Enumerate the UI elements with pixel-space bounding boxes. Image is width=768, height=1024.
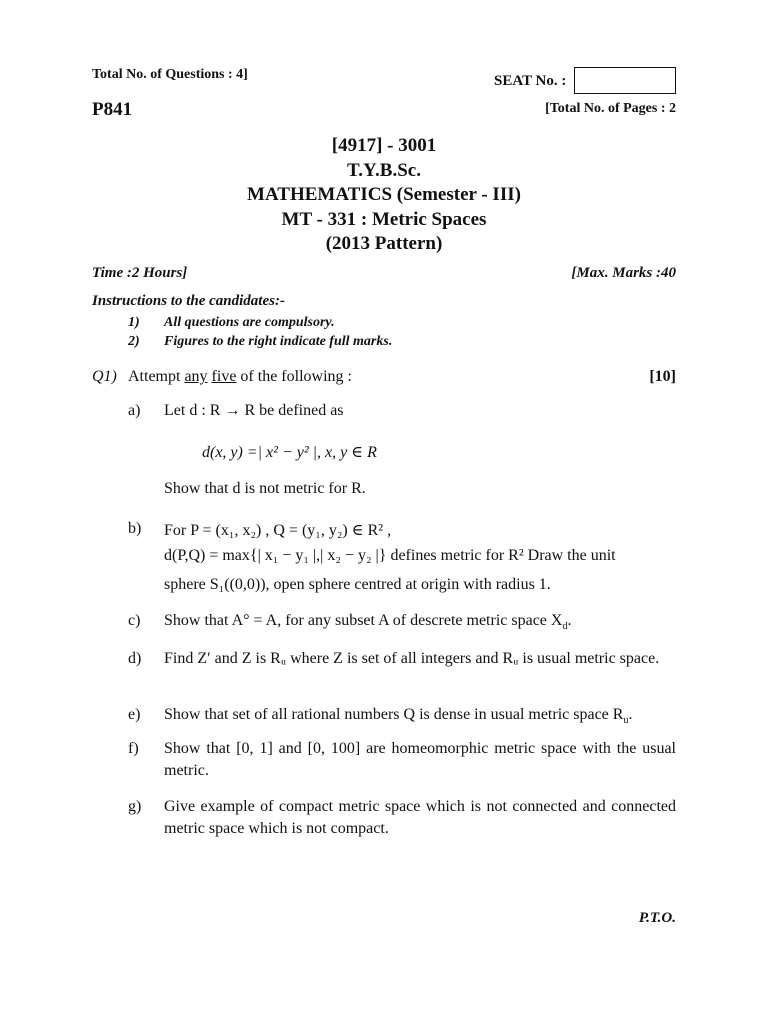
q1f-text: Show that [0, 1] and [0, 100] are homeomorphic metric space with the usual metric. [164, 740, 676, 779]
q1b-line1: For P = (x₁, x₂) , Q = (y₁, y₂) ∈ R² , [164, 522, 392, 539]
q1-text-pre: Attempt [128, 368, 185, 385]
paper-name: MT - 331 : Metric Spaces [281, 209, 487, 230]
seat-no-box[interactable] [574, 67, 676, 94]
q1-instruction [128, 368, 352, 386]
q1g-label: g) [128, 798, 142, 815]
pto: P.T.O. [638, 910, 676, 926]
q1a-formula: d(x, y) =| x² − y² |, x, y ∈ R [202, 444, 377, 461]
q1-text-post: of the following : [236, 368, 352, 385]
q1b-label: b) [128, 520, 142, 537]
q1c-end: . [567, 612, 572, 629]
total-questions: Total No. of Questions : 4] [92, 67, 248, 82]
subject-name: MATHEMATICS (Semester - III) [247, 184, 521, 205]
q1d-text: Find Z′ and Z is Rᵤ where Z is set of all integers and Rᵤ is usual metric space. [164, 650, 660, 667]
q1c-subscript: d [562, 621, 568, 633]
pattern: (2013 Pattern) [325, 233, 443, 254]
q1d-label: d) [128, 650, 142, 667]
instruction-text: All questions are compulsory. [164, 315, 335, 330]
q1b-line2: d(P,Q) = max{| x₁ − y₁ |,| x₂ − y₂ |} defines metric for R² Draw the unit [164, 547, 616, 564]
q1c-label: c) [128, 612, 141, 629]
total-pages: [Total No. of Pages : 2 [545, 101, 676, 116]
q1-text-five: five [211, 368, 237, 385]
instruction-num: 1) [128, 315, 140, 330]
q1e-label: e) [128, 706, 141, 723]
q1-text-any: any [184, 368, 208, 385]
q1c-body: Show that A° = A, for any subset A of descrete metric space X [164, 612, 563, 629]
q1-marks: [10] [649, 368, 676, 385]
q1e-text [164, 706, 633, 727]
instructions-heading: Instructions to the candidates:- [92, 293, 285, 309]
q1e-body: Show that set of all rational numbers Q is dense in usual metric space R [164, 706, 624, 723]
paper-code: P841 [92, 99, 133, 120]
exam-code: [4917] - 3001 [331, 135, 437, 156]
instruction-num: 2) [128, 334, 140, 349]
course-name: T.Y.B.Sc. [347, 160, 421, 181]
q1e-end: . [628, 706, 633, 723]
seat-no-label: SEAT No. : [494, 73, 567, 89]
time-allowed: Time :2 Hours] [92, 265, 188, 281]
q1a-label: a) [128, 402, 141, 419]
q1-label: Q1) [92, 368, 117, 385]
q1c-text [164, 612, 572, 633]
q1f-label: f) [128, 740, 139, 757]
q1a-line1: Let d : R → R be defined as [164, 402, 344, 419]
q1e-subscript: u [623, 715, 629, 727]
instruction-text: Figures to the right indicate full marks. [164, 334, 393, 349]
max-marks: [Max. Marks :40 [571, 265, 676, 281]
q1g-text: Give example of compact metric space which is not connected and connected metric space which is not compact. [164, 798, 676, 837]
q1b-line3: sphere S₁((0,0)), open sphere centred at origin with radius 1. [164, 576, 551, 593]
q1a-line2: Show that d is not metric for R. [164, 480, 366, 497]
